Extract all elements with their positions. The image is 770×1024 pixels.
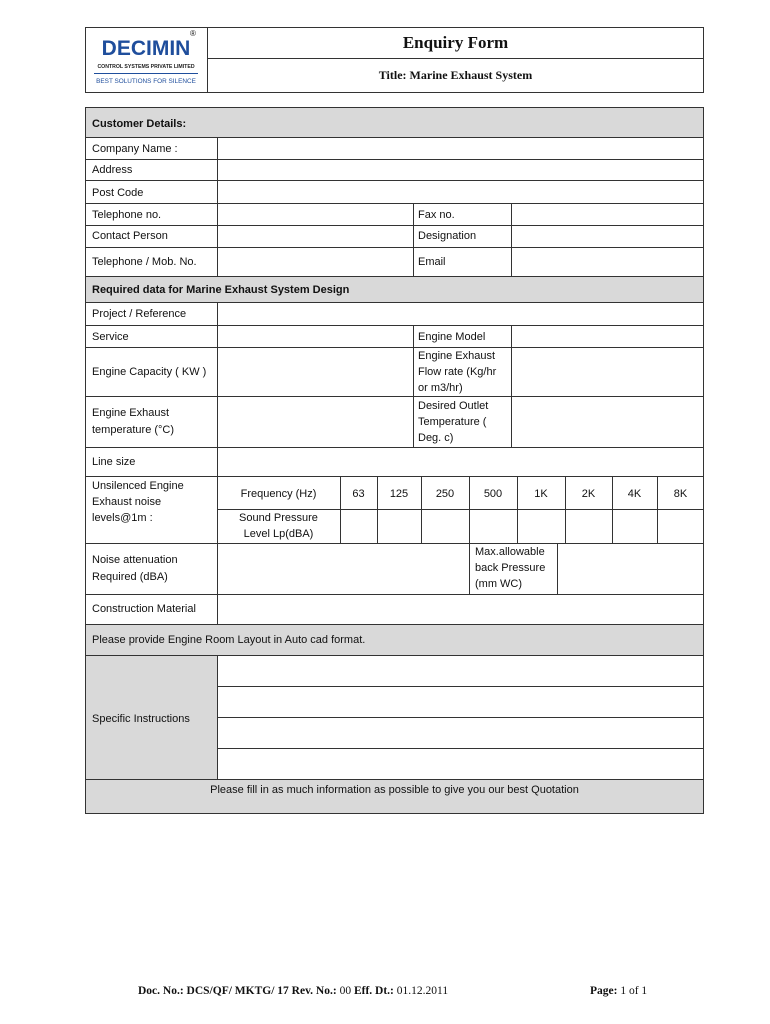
- closing-note: Please fill in as much information as possible to give you our best Quotation: [210, 784, 579, 796]
- freq-band-125: 125: [389, 488, 409, 500]
- post-code-field[interactable]: [219, 182, 702, 202]
- page-number: [590, 985, 647, 997]
- company-name-field[interactable]: [219, 139, 702, 158]
- service-field[interactable]: [219, 327, 412, 346]
- spl-1k-field[interactable]: [519, 511, 564, 542]
- noise-attenuation-field[interactable]: [219, 545, 468, 593]
- max-back-pressure-field[interactable]: [559, 545, 702, 593]
- exhaust-flow-field[interactable]: [513, 349, 702, 395]
- col-line: [511, 203, 512, 276]
- rev-no-value: 00: [339, 985, 352, 997]
- layout-note: Please provide Engine Room Layout in Auto cad format.: [92, 634, 366, 646]
- specific-instructions-line-4[interactable]: [219, 750, 702, 778]
- spl-label-2: Level Lp(dBA): [243, 528, 314, 540]
- project-reference-field[interactable]: [219, 304, 702, 324]
- telephone-label: Telephone no.: [92, 209, 162, 221]
- logo-registered-mark: ®: [190, 29, 196, 38]
- row-line: [217, 748, 704, 749]
- fax-field[interactable]: [513, 205, 702, 224]
- designation-label: Designation: [418, 230, 477, 242]
- row-line: [85, 624, 704, 625]
- row-line: [85, 225, 704, 226]
- exhaust-temp-label-2: temperature (°C): [92, 424, 175, 436]
- row-line: [85, 159, 704, 160]
- frequency-label: Frequency (Hz): [240, 488, 317, 500]
- line-size-label: Line size: [92, 456, 136, 468]
- noise-attenuation-label-1: Noise attenuation: [92, 554, 178, 566]
- row-line: [85, 447, 704, 448]
- doc-no-value: DCS/QF/ MKTG/ 17: [186, 985, 289, 997]
- doc-no-label: Doc. No.:: [138, 985, 184, 997]
- service-label: Service: [92, 331, 129, 343]
- engine-capacity-field[interactable]: [219, 349, 412, 395]
- contact-person-label: Contact Person: [92, 230, 168, 242]
- email-label: Email: [418, 256, 446, 268]
- fax-label: Fax no.: [418, 209, 455, 221]
- row-line: [85, 325, 704, 326]
- telephone-mob-field[interactable]: [219, 249, 412, 275]
- engine-model-label: Engine Model: [418, 331, 486, 343]
- form-subtitle: Title: Marine Exhaust System: [378, 68, 533, 82]
- logo-wordmark: DECIMIN: [101, 37, 191, 60]
- logo-company-line: CONTROL SYSTEMS PRIVATE LIMITED: [97, 64, 195, 70]
- col-line: [217, 655, 218, 779]
- spl-2k-field[interactable]: [567, 511, 611, 542]
- row-line: [217, 717, 704, 718]
- spl-63-field[interactable]: [342, 511, 376, 542]
- specific-instructions-line-1[interactable]: [219, 657, 702, 685]
- col-line: [413, 203, 414, 276]
- company-name-label: Company Name :: [92, 143, 178, 155]
- page-value: 1 of 1: [620, 985, 648, 997]
- row-line: [85, 396, 704, 397]
- max-back-pressure-label-2: back Pressure: [475, 562, 546, 574]
- row-line: [85, 302, 704, 303]
- spl-500-field[interactable]: [471, 511, 516, 542]
- exhaust-temp-label-1: Engine Exhaust: [92, 407, 170, 419]
- col-line: [413, 325, 414, 447]
- row-line: [85, 543, 704, 544]
- freq-band-8k: 8K: [673, 488, 688, 500]
- telephone-mob-label: Telephone / Mob. No.: [92, 256, 197, 268]
- max-back-pressure-label-3: (mm WC): [475, 578, 523, 590]
- col-line: [217, 137, 218, 276]
- spl-8k-field[interactable]: [659, 511, 702, 542]
- eff-date-value: 01.12.2011: [396, 985, 449, 997]
- specific-instructions-label: Specific Instructions: [92, 713, 190, 725]
- col-line: [469, 543, 470, 594]
- desired-outlet-temp-field[interactable]: [513, 398, 702, 446]
- desired-outlet-label-2: Temperature (: [418, 416, 487, 428]
- spl-label-1: Sound Pressure: [239, 512, 318, 524]
- unsilenced-label-1: Unsilenced Engine: [92, 480, 184, 492]
- freq-band-4k: 4K: [627, 488, 642, 500]
- row-line: [85, 655, 704, 656]
- noise-attenuation-label-2: Required (dBA): [92, 571, 168, 583]
- row-line: [85, 347, 704, 348]
- page-label: Page:: [590, 985, 618, 997]
- form-title: Enquiry Form: [402, 33, 509, 52]
- freq-band-1k: 1K: [534, 488, 548, 500]
- address-field[interactable]: [219, 161, 702, 179]
- logo-rule: [94, 73, 198, 74]
- project-reference-label: Project / Reference: [92, 308, 187, 320]
- post-code-label: Post Code: [92, 187, 144, 199]
- spl-4k-field[interactable]: [614, 511, 656, 542]
- col-line: [217, 302, 218, 624]
- construction-material-label: Construction Material: [92, 603, 196, 615]
- engine-capacity-label: Engine Capacity ( KW ): [92, 366, 207, 378]
- exhaust-flow-label-1: Engine Exhaust: [418, 350, 496, 362]
- header-title-divider: [207, 58, 704, 59]
- row-line: [85, 203, 704, 204]
- spl-250-field[interactable]: [423, 511, 468, 542]
- freq-band-63: 63: [352, 488, 365, 500]
- exhaust-temperature-field[interactable]: [219, 398, 412, 446]
- desired-outlet-label-3: Deg. c): [418, 432, 454, 444]
- row-line: [217, 686, 704, 687]
- row-line: [85, 180, 704, 181]
- eff-date-label: Eff. Dt.:: [353, 985, 394, 997]
- max-back-pressure-label-1: Max.allowable: [475, 546, 545, 558]
- email-field[interactable]: [513, 249, 702, 275]
- line-size-field[interactable]: [219, 449, 702, 475]
- freq-band-250: 250: [435, 488, 455, 500]
- col-line: [511, 325, 512, 447]
- unsilenced-label-2: Exhaust noise: [92, 496, 162, 508]
- engine-model-field[interactable]: [513, 327, 702, 346]
- contact-person-field[interactable]: [219, 227, 412, 246]
- row-line: [85, 137, 704, 138]
- row-line: [85, 779, 704, 780]
- row-line: [85, 594, 704, 595]
- exhaust-flow-label-3: or m3/hr): [418, 382, 463, 394]
- company-logo: [92, 30, 202, 90]
- construction-material-field[interactable]: [219, 596, 702, 623]
- desired-outlet-label-1: Desired Outlet: [418, 400, 489, 412]
- unsilenced-label-3: levels@1m :: [92, 512, 153, 524]
- row-line: [85, 247, 704, 248]
- specific-instructions-line-2[interactable]: [219, 688, 702, 716]
- col-line: [557, 543, 558, 594]
- logo-tagline: BEST SOLUTIONS FOR SILENCE: [96, 78, 196, 85]
- freq-band-2k: 2K: [581, 488, 596, 500]
- row-line: [85, 276, 704, 277]
- freq-band-500: 500: [483, 488, 503, 500]
- required-data-heading: Required data for Marine Exhaust System Design: [92, 284, 350, 296]
- document-footer: [138, 985, 448, 997]
- address-label: Address: [92, 164, 133, 176]
- customer-details-heading: Customer Details:: [92, 118, 187, 130]
- rev-no-label: Rev. No.:: [291, 985, 337, 997]
- designation-field[interactable]: [513, 227, 702, 246]
- exhaust-flow-label-2: Flow rate (Kg/hr: [418, 366, 497, 378]
- specific-instructions-line-3[interactable]: [219, 719, 702, 747]
- spl-125-field[interactable]: [379, 511, 420, 542]
- telephone-field[interactable]: [219, 205, 412, 224]
